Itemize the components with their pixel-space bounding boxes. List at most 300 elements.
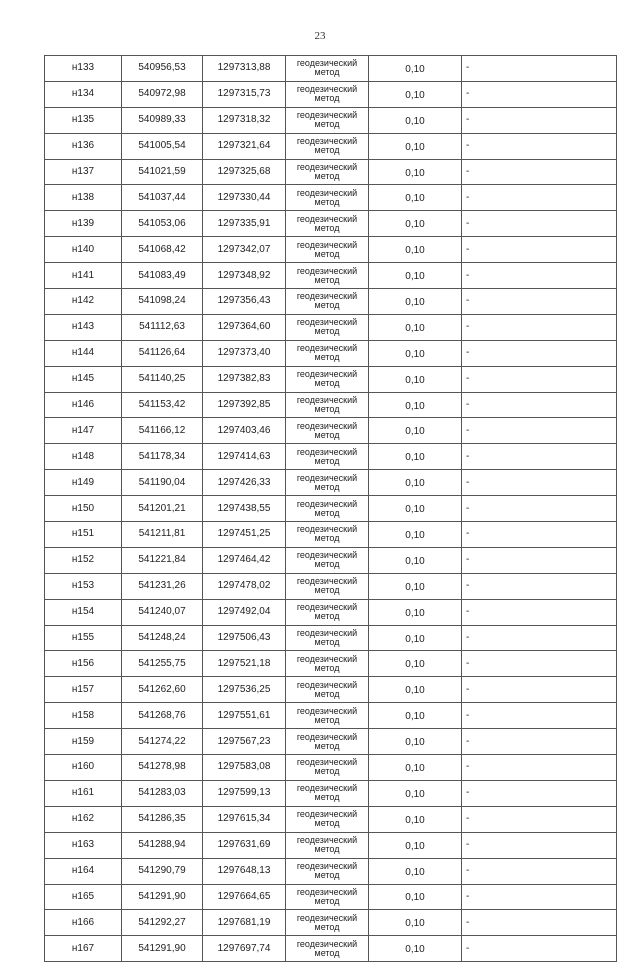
method-cell	[286, 237, 369, 263]
description-cell: -	[462, 444, 617, 470]
point-id-cell: н137	[45, 159, 122, 185]
accuracy-cell: 0,10	[369, 263, 462, 289]
description-cell: -	[462, 496, 617, 522]
accuracy-cell: 0,10	[369, 237, 462, 263]
point-id-cell: н140	[45, 237, 122, 263]
x-coordinate-cell: 541291,90	[122, 884, 203, 910]
y-coordinate-cell: 1297330,44	[203, 185, 286, 211]
y-coordinate-cell: 1297567,23	[203, 729, 286, 755]
method-cell	[286, 392, 369, 418]
table-row	[45, 107, 617, 133]
method-line-2: метод	[314, 637, 340, 648]
point-id-cell: н166	[45, 910, 122, 936]
x-coordinate-cell: 540972,98	[122, 81, 203, 107]
description-cell: -	[462, 755, 617, 781]
table-row	[45, 263, 617, 289]
x-coordinate-cell: 541274,22	[122, 729, 203, 755]
method-line-1: геодезический	[296, 58, 358, 69]
description-cell: -	[462, 832, 617, 858]
point-id-cell: н138	[45, 185, 122, 211]
method-cell	[286, 703, 369, 729]
y-coordinate-cell: 1297478,02	[203, 573, 286, 599]
accuracy-cell: 0,10	[369, 755, 462, 781]
y-coordinate-cell: 1297318,32	[203, 107, 286, 133]
y-coordinate-cell: 1297583,08	[203, 755, 286, 781]
table-row	[45, 625, 617, 651]
table-row	[45, 884, 617, 910]
description-cell: -	[462, 858, 617, 884]
table-row	[45, 755, 617, 781]
method-cell	[286, 107, 369, 133]
point-id-cell: н136	[45, 133, 122, 159]
accuracy-cell: 0,10	[369, 470, 462, 496]
x-coordinate-cell: 541290,79	[122, 858, 203, 884]
y-coordinate-cell: 1297599,13	[203, 780, 286, 806]
method-cell	[286, 729, 369, 755]
x-coordinate-cell: 541255,75	[122, 651, 203, 677]
point-id-cell: н149	[45, 470, 122, 496]
point-id-cell: н147	[45, 418, 122, 444]
y-coordinate-cell: 1297521,18	[203, 651, 286, 677]
point-id-cell: н155	[45, 625, 122, 651]
accuracy-cell: 0,10	[369, 444, 462, 470]
method-cell	[286, 625, 369, 651]
method-cell	[286, 858, 369, 884]
method-line-2: метод	[314, 611, 340, 622]
accuracy-cell: 0,10	[369, 884, 462, 910]
method-cell	[286, 289, 369, 315]
description-cell: -	[462, 237, 617, 263]
method-line-1: геодезический	[296, 136, 358, 147]
x-coordinate-cell: 541178,34	[122, 444, 203, 470]
description-cell: -	[462, 573, 617, 599]
accuracy-cell: 0,10	[369, 56, 462, 82]
method-line-1: геодезический	[296, 213, 358, 224]
description-cell: -	[462, 729, 617, 755]
method-line-1: геодезический	[296, 498, 358, 509]
method-line-2: метод	[314, 404, 340, 415]
method-line-1: геодезический	[296, 446, 358, 457]
y-coordinate-cell: 1297506,43	[203, 625, 286, 651]
point-id-cell: н151	[45, 522, 122, 548]
table-row	[45, 185, 617, 211]
description-cell: -	[462, 625, 617, 651]
y-coordinate-cell: 1297335,91	[203, 211, 286, 237]
point-id-cell: н165	[45, 884, 122, 910]
method-line-1: геодезический	[296, 809, 358, 820]
table-row	[45, 366, 617, 392]
description-cell: -	[462, 314, 617, 340]
x-coordinate-cell: 541083,49	[122, 263, 203, 289]
description-cell: -	[462, 418, 617, 444]
x-coordinate-cell: 541068,42	[122, 237, 203, 263]
description-cell: -	[462, 56, 617, 82]
method-line-2: метод	[314, 507, 340, 518]
method-line-1: геодезический	[296, 187, 358, 198]
x-coordinate-cell: 541112,63	[122, 314, 203, 340]
description-cell: -	[462, 599, 617, 625]
y-coordinate-cell: 1297403,46	[203, 418, 286, 444]
method-line-2: метод	[314, 67, 340, 78]
x-coordinate-cell: 541166,12	[122, 418, 203, 444]
description-cell: -	[462, 651, 617, 677]
y-coordinate-cell: 1297615,34	[203, 806, 286, 832]
method-line-2: метод	[314, 792, 340, 803]
accuracy-cell: 0,10	[369, 211, 462, 237]
method-line-1: геодезический	[296, 84, 358, 95]
method-line-1: геодезический	[296, 162, 358, 172]
point-id-cell: н148	[45, 444, 122, 470]
table-row	[45, 81, 617, 107]
accuracy-cell: 0,10	[369, 107, 462, 133]
y-coordinate-cell: 1297697,74	[203, 936, 286, 962]
method-line-1: геодезический	[296, 395, 358, 406]
point-id-cell: н143	[45, 314, 122, 340]
method-cell	[286, 263, 369, 289]
accuracy-cell: 0,10	[369, 392, 462, 418]
method-cell	[286, 496, 369, 522]
method-line-1: геодезический	[296, 110, 358, 121]
description-cell: -	[462, 289, 617, 315]
method-cell	[286, 884, 369, 910]
method-cell	[286, 677, 369, 703]
point-id-cell: н134	[45, 81, 122, 107]
table-row	[45, 289, 617, 315]
table-row	[45, 677, 617, 703]
accuracy-cell: 0,10	[369, 651, 462, 677]
table-row	[45, 910, 617, 936]
accuracy-cell: 0,10	[369, 496, 462, 522]
table-row	[45, 418, 617, 444]
method-line-1: геодезический	[296, 576, 358, 587]
table-row	[45, 133, 617, 159]
description-cell: -	[462, 677, 617, 703]
description-cell: -	[462, 806, 617, 832]
method-line-2: метод	[314, 119, 340, 130]
x-coordinate-cell: 541140,25	[122, 366, 203, 392]
table-row	[45, 599, 617, 625]
accuracy-cell: 0,10	[369, 418, 462, 444]
point-id-cell: н142	[45, 289, 122, 315]
point-id-cell: н154	[45, 599, 122, 625]
y-coordinate-cell: 1297414,63	[203, 444, 286, 470]
accuracy-cell: 0,10	[369, 703, 462, 729]
description-cell: -	[462, 470, 617, 496]
description-cell: -	[462, 884, 617, 910]
table-row	[45, 211, 617, 237]
x-coordinate-cell: 541126,64	[122, 340, 203, 366]
method-cell	[286, 651, 369, 677]
point-id-cell: н133	[45, 56, 122, 82]
method-line-1: геодезический	[296, 524, 358, 535]
method-line-1: геодезический	[296, 757, 358, 768]
accuracy-cell: 0,10	[369, 625, 462, 651]
table-row	[45, 56, 617, 82]
x-coordinate-cell: 541053,06	[122, 211, 203, 237]
method-line-1: геодезический	[296, 343, 358, 354]
table-row	[45, 858, 617, 884]
method-cell	[286, 806, 369, 832]
method-line-1: геодезический	[296, 783, 358, 794]
method-line-1: геодезический	[296, 239, 358, 250]
method-line-1: геодезический	[296, 835, 358, 846]
point-id-cell: н146	[45, 392, 122, 418]
y-coordinate-cell: 1297382,83	[203, 366, 286, 392]
accuracy-cell: 0,10	[369, 289, 462, 315]
y-coordinate-cell: 1297631,69	[203, 832, 286, 858]
method-line-2: метод	[314, 818, 340, 829]
method-line-2: метод	[314, 145, 340, 156]
method-line-2: метод	[314, 533, 340, 544]
method-line-1: геодезический	[296, 291, 358, 302]
accuracy-cell: 0,10	[369, 832, 462, 858]
method-cell	[286, 159, 369, 185]
method-line-1: геодезический	[296, 602, 358, 613]
method-line-2: метод	[314, 222, 340, 233]
page-number: 23	[314, 30, 326, 42]
method-line-2: метод	[314, 921, 340, 932]
y-coordinate-cell: 1297373,40	[203, 340, 286, 366]
method-line-2: метод	[314, 947, 340, 958]
description-cell: -	[462, 780, 617, 806]
method-line-2: метод	[314, 559, 340, 570]
x-coordinate-cell: 541153,42	[122, 392, 203, 418]
accuracy-cell: 0,10	[369, 159, 462, 185]
method-line-1: геодезический	[296, 550, 358, 561]
description-cell: -	[462, 185, 617, 211]
y-coordinate-cell: 1297492,04	[203, 599, 286, 625]
table-row	[45, 651, 617, 677]
table-row	[45, 237, 617, 263]
method-line-2: метод	[314, 196, 340, 207]
table-row	[45, 392, 617, 418]
method-cell	[286, 755, 369, 781]
method-line-2: метод	[314, 455, 340, 466]
description-cell: -	[462, 910, 617, 936]
x-coordinate-cell: 541190,04	[122, 470, 203, 496]
accuracy-cell: 0,10	[369, 677, 462, 703]
description-cell: -	[462, 366, 617, 392]
x-coordinate-cell: 541037,44	[122, 185, 203, 211]
point-id-cell: н153	[45, 573, 122, 599]
method-line-2: метод	[314, 248, 340, 259]
accuracy-cell: 0,10	[369, 314, 462, 340]
y-coordinate-cell: 1297364,60	[203, 314, 286, 340]
description-cell: -	[462, 81, 617, 107]
y-coordinate-cell: 1297536,25	[203, 677, 286, 703]
y-coordinate-cell: 1297325,68	[203, 159, 286, 185]
method-cell	[286, 832, 369, 858]
point-id-cell: н150	[45, 496, 122, 522]
accuracy-cell: 0,10	[369, 547, 462, 573]
method-line-1: геодезический	[296, 938, 358, 949]
table-row	[45, 522, 617, 548]
point-id-cell: н158	[45, 703, 122, 729]
method-line-2: метод	[314, 93, 340, 104]
method-line-1: геодезический	[296, 886, 358, 897]
y-coordinate-cell: 1297315,73	[203, 81, 286, 107]
accuracy-cell: 0,10	[369, 366, 462, 392]
description-cell: -	[462, 936, 617, 962]
x-coordinate-cell: 541262,60	[122, 677, 203, 703]
description-cell: -	[462, 703, 617, 729]
method-cell	[286, 211, 369, 237]
method-line-2: метод	[314, 895, 340, 906]
y-coordinate-cell: 1297681,19	[203, 910, 286, 936]
y-coordinate-cell: 1297551,61	[203, 703, 286, 729]
method-cell	[286, 470, 369, 496]
method-line-2: метод	[314, 378, 340, 389]
method-line-1: геодезический	[296, 861, 358, 872]
table-row	[45, 703, 617, 729]
point-id-cell: н156	[45, 651, 122, 677]
table-row	[45, 780, 617, 806]
method-line-2: метод	[314, 326, 340, 337]
method-cell	[286, 418, 369, 444]
y-coordinate-cell: 1297438,55	[203, 496, 286, 522]
table-row	[45, 159, 617, 185]
accuracy-cell: 0,10	[369, 729, 462, 755]
y-coordinate-cell: 1297426,33	[203, 470, 286, 496]
method-line-1: геодезический	[296, 265, 358, 276]
method-cell	[286, 133, 369, 159]
method-cell	[286, 81, 369, 107]
x-coordinate-cell: 541201,21	[122, 496, 203, 522]
table-row	[45, 729, 617, 755]
point-id-cell: н160	[45, 755, 122, 781]
method-cell	[286, 780, 369, 806]
point-id-cell: н144	[45, 340, 122, 366]
table-row	[45, 832, 617, 858]
method-cell	[286, 910, 369, 936]
point-id-cell: н135	[45, 107, 122, 133]
accuracy-cell: 0,10	[369, 806, 462, 832]
description-cell: -	[462, 263, 617, 289]
x-coordinate-cell: 541278,98	[122, 755, 203, 781]
method-cell	[286, 444, 369, 470]
x-coordinate-cell: 541221,84	[122, 547, 203, 573]
accuracy-cell: 0,10	[369, 522, 462, 548]
method-line-1: геодезический	[296, 653, 358, 664]
method-line-1: геодезический	[296, 705, 358, 716]
description-cell: -	[462, 211, 617, 237]
method-cell	[286, 314, 369, 340]
point-id-cell: н141	[45, 263, 122, 289]
method-cell	[286, 366, 369, 392]
method-line-2: метод	[314, 844, 340, 855]
accuracy-cell: 0,10	[369, 936, 462, 962]
method-cell	[286, 522, 369, 548]
coordinates-table	[44, 55, 617, 962]
method-cell	[286, 936, 369, 962]
method-line-2: метод	[314, 688, 340, 699]
method-line-2: метод	[314, 740, 340, 751]
x-coordinate-cell: 541283,03	[122, 780, 203, 806]
accuracy-cell: 0,10	[369, 133, 462, 159]
x-coordinate-cell: 541211,81	[122, 522, 203, 548]
accuracy-cell: 0,10	[369, 340, 462, 366]
y-coordinate-cell: 1297451,25	[203, 522, 286, 548]
point-id-cell: н139	[45, 211, 122, 237]
x-coordinate-cell: 540989,33	[122, 107, 203, 133]
x-coordinate-cell: 541268,76	[122, 703, 203, 729]
method-line-1: геодезический	[296, 628, 358, 639]
table-row	[45, 314, 617, 340]
method-line-2: метод	[314, 481, 340, 492]
y-coordinate-cell: 1297392,85	[203, 392, 286, 418]
x-coordinate-cell: 541098,24	[122, 289, 203, 315]
x-coordinate-cell: 541248,24	[122, 625, 203, 651]
y-coordinate-cell: 1297648,13	[203, 858, 286, 884]
method-line-1: геодезический	[296, 472, 358, 483]
table-row	[45, 496, 617, 522]
method-line-1: геодезический	[296, 317, 358, 328]
accuracy-cell: 0,10	[369, 573, 462, 599]
method-line-2: метод	[314, 352, 340, 363]
method-line-2: метод	[314, 662, 340, 673]
point-id-cell: н159	[45, 729, 122, 755]
description-cell: -	[462, 159, 617, 185]
description-cell: -	[462, 392, 617, 418]
method-line-2: метод	[314, 274, 340, 285]
method-cell	[286, 547, 369, 573]
table-row	[45, 547, 617, 573]
method-line-2: метод	[314, 766, 340, 777]
x-coordinate-cell: 541240,07	[122, 599, 203, 625]
method-line-2: метод	[314, 870, 340, 881]
x-coordinate-cell: 541286,35	[122, 806, 203, 832]
table-row	[45, 936, 617, 962]
x-coordinate-cell: 541231,26	[122, 573, 203, 599]
table-row	[45, 806, 617, 832]
accuracy-cell: 0,10	[369, 599, 462, 625]
method-line-2: метод	[314, 171, 340, 181]
x-coordinate-cell: 541292,27	[122, 910, 203, 936]
table-row	[45, 340, 617, 366]
point-id-cell: н157	[45, 677, 122, 703]
point-id-cell: н145	[45, 366, 122, 392]
accuracy-cell: 0,10	[369, 780, 462, 806]
point-id-cell: н162	[45, 806, 122, 832]
x-coordinate-cell: 541005,54	[122, 133, 203, 159]
description-cell: -	[462, 133, 617, 159]
x-coordinate-cell: 541288,94	[122, 832, 203, 858]
method-cell	[286, 56, 369, 82]
method-line-2: метод	[314, 429, 340, 440]
y-coordinate-cell: 1297464,42	[203, 547, 286, 573]
method-line-1: геодезический	[296, 679, 358, 690]
method-line-1: геодезический	[296, 731, 358, 742]
coordinates-table-body	[45, 56, 617, 962]
y-coordinate-cell: 1297356,43	[203, 289, 286, 315]
method-line-1: геодезический	[296, 420, 358, 431]
point-id-cell: н163	[45, 832, 122, 858]
accuracy-cell: 0,10	[369, 185, 462, 211]
x-coordinate-cell: 541291,90	[122, 936, 203, 962]
method-line-2: метод	[314, 714, 340, 725]
method-line-2: метод	[314, 300, 340, 311]
y-coordinate-cell: 1297313,88	[203, 56, 286, 82]
method-cell	[286, 185, 369, 211]
y-coordinate-cell: 1297348,92	[203, 263, 286, 289]
table-row	[45, 573, 617, 599]
x-coordinate-cell: 541021,59	[122, 159, 203, 185]
point-id-cell: н167	[45, 936, 122, 962]
table-row	[45, 470, 617, 496]
point-id-cell: н161	[45, 780, 122, 806]
method-cell	[286, 573, 369, 599]
description-cell: -	[462, 522, 617, 548]
